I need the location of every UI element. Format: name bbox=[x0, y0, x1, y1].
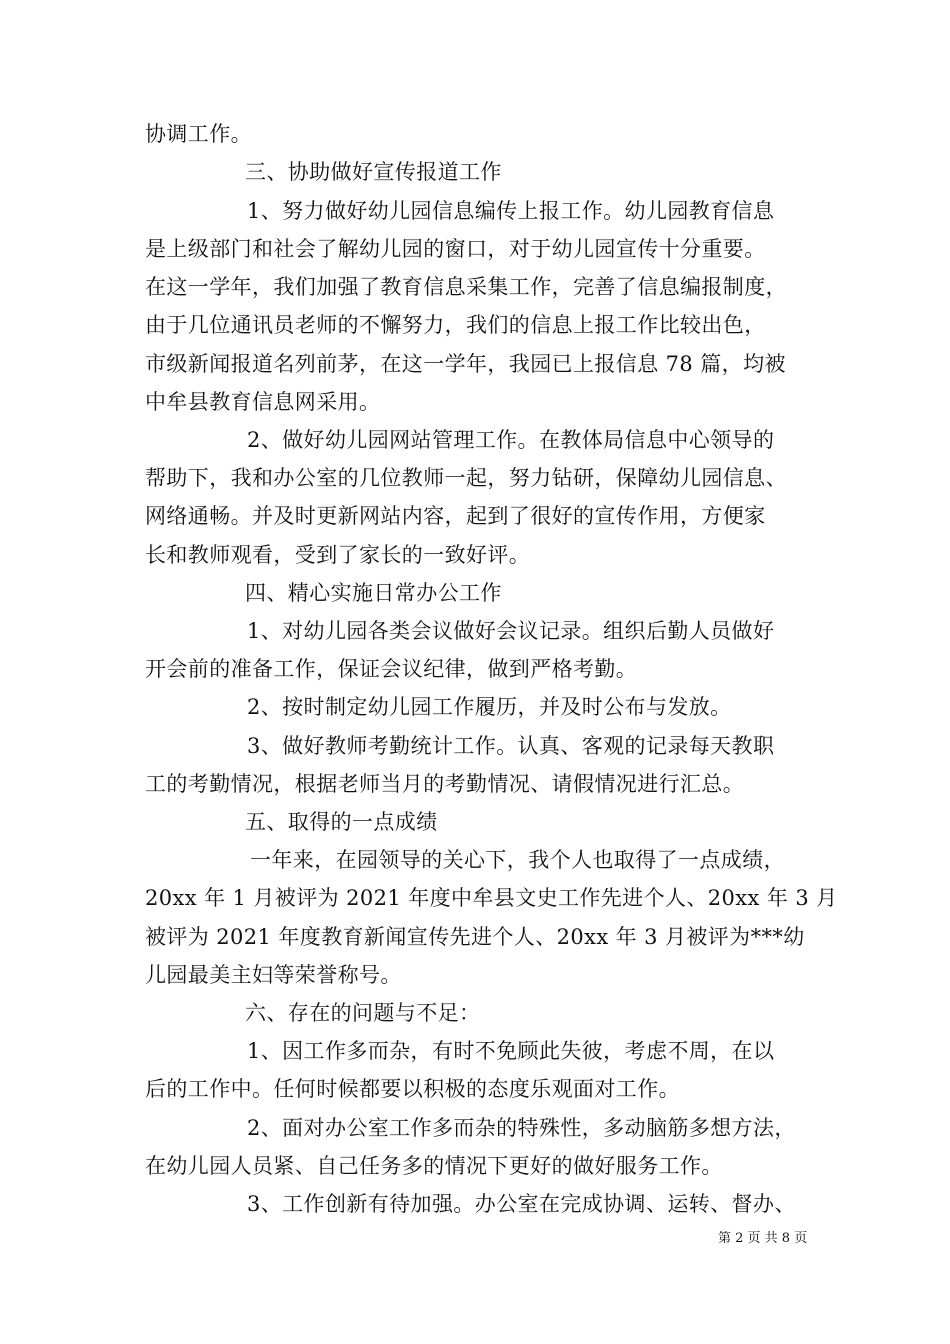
text-line: 后的工作中。任何时候都要以积极的态度乐观面对工作。 bbox=[145, 1077, 680, 1101]
text-line: 1、对幼儿园各类会议做好会议记录。组织后勤人员做好 bbox=[247, 619, 775, 643]
text-line: 帮助下，我和办公室的几位教师一起，努力钻研，保障幼儿园信息、 bbox=[145, 466, 787, 490]
section-heading: 五、取得的一点成绩 bbox=[245, 810, 438, 834]
text-line: 1、努力做好幼儿园信息编传上报工作。幼儿园教育信息 bbox=[247, 199, 775, 223]
text-line: 20xx 年 1 月被评为 2021 年度中牟县文史工作先进个人、20xx 年 3 月 bbox=[145, 886, 838, 910]
text-line: 一年来，在园领导的关心下，我个人也取得了一点成绩， bbox=[250, 848, 785, 872]
text-line: 开会前的准备工作，保证会议纪律，做到严格考勤。 bbox=[145, 657, 638, 681]
text-line: 长和教师观看，受到了家长的一致好评。 bbox=[145, 543, 531, 567]
text-line: 是上级部门和社会了解幼儿园的窗口，对于幼儿园宣传十分重要。 bbox=[145, 237, 766, 261]
section-heading: 四、精心实施日常办公工作 bbox=[245, 581, 502, 605]
text-line: 协调工作。 bbox=[145, 122, 252, 146]
text-line: 1、因工作多而杂，有时不免顾此失彼，考虑不周，在以 bbox=[247, 1039, 775, 1063]
text-line: 2、面对办公室工作多而杂的特殊性，多动脑筋多想方法， bbox=[247, 1116, 796, 1140]
text-line: 由于几位通讯员老师的不懈努力，我们的信息上报工作比较出色， bbox=[145, 313, 766, 337]
section-heading: 六、存在的问题与不足： bbox=[245, 1001, 481, 1025]
text-line: 在幼儿园人员紧、自己任务多的情况下更好的做好服务工作。 bbox=[145, 1154, 723, 1178]
section-heading: 三、协助做好宣传报道工作 bbox=[245, 160, 502, 184]
text-line: 网络通畅。并及时更新网站内容，起到了很好的宣传作用，方便家 bbox=[145, 504, 766, 528]
text-line: 被评为 2021 年度教育新闻宣传先进个人、20xx 年 3 月被评为***幼 bbox=[145, 925, 805, 949]
text-line: 在这一学年，我们加强了教育信息采集工作，完善了信息编报制度， bbox=[145, 275, 787, 299]
text-line: 儿园最美主妇等荣誉称号。 bbox=[145, 963, 402, 987]
text-line: 2、做好幼儿园网站管理工作。在教体局信息中心领导的 bbox=[247, 428, 775, 452]
text-line: 工的考勤情况，根据老师当月的考勤情况、请假情况进行汇总。 bbox=[145, 772, 745, 796]
text-line: 3、做好教师考勤统计工作。认真、客观的记录每天教职 bbox=[247, 734, 775, 758]
text-line: 3、工作创新有待加强。办公室在完成协调、运转、督办、 bbox=[247, 1192, 796, 1216]
page-number-footer: 第 2 页 共 8 页 bbox=[718, 1231, 808, 1246]
text-line: 2、按时制定幼儿园工作履历，并及时公布与发放。 bbox=[247, 695, 732, 719]
text-line: 中牟县教育信息网采用。 bbox=[145, 390, 381, 414]
text-line: 市级新闻报道名列前茅，在这一学年，我园已上报信息 78 篇，均被 bbox=[145, 352, 786, 376]
